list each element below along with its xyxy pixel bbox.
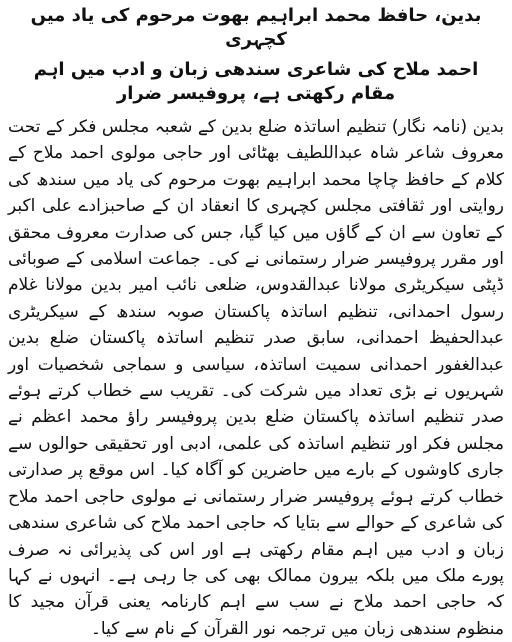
article-body: بدین (نامہ نگار) تنظیم اساتذہ ضلع بدین کے شعبہ مجلس فکر کے تحت معروف شاعر شاہ عبداللطیف بھٹائی اور حاجی مولوی احمد ملاح کے کلام کے حافظ چاچا محمد ابراہیم بھوت مرحوم کی یاد میں سندھ کی روایتی اور ثقافتی مجلس کچہری کا انعقاد ان کے صاحبزادے علی اکبر کے تعاون سے ان کے گاؤں میں کیا گیا، جس کی صدارت معروف محقق اور مقرر پروفیسر ضرار رستمانی نے کی۔ جماعت اسلامی کے صوبائی ڈپٹی سیکریٹری مولانا عبدالقدوس، ضلعی نائب امیر بدین مولانا غلام رسول احمدانی، تنظیم اساتذہ پاکستان صوبہ سندھ کے سیکریٹری عبدالحفیظ احمدانی، سابق صدر تنظیم اساتذہ پاکستان ضلع بدین عبدالغفور احمدانی سمیت اساتذہ، سیاسی و سماجی شخصیات اور شہریوں نے بڑی تعداد میں شرکت کی۔ تقریب سے خطاب کرتے ہوئے صدر تنظیم اساتذہ پاکستان ضلع بدین پروفیسر راؤ محمد اعظم نے مجلس فکر اور تنظیم اساتذہ کی علمی، ادبی اور تحقیقی حوالوں سے جاری کاوشوں کے بارے میں حاضرین کو آگاہ کیا۔ اس موقع پر صدارتی خطاب کرتے ہوئے پروفیسر ضرار رستمانی نے مولوی حاجی احمد ملاح کی شاعری کے حوالے سے بتایا کہ حاجی احمد ملاح کی شاعری سندھی زبان و ادب میں اہم مقام رکھتی ہے اور اس کی پذیرائی نہ صرف پورے ملک میں بلکہ بیرون ممالک بھی کی جا رہی ہے۔ انہوں نے کہا کہ حاجی احمد ملاح نے سب سے اہم کارنامہ یعنی قرآن مجید کا منظوم سندھی زبان میں ترجمہ نور القرآن کے نام سے کیا۔ <box>8 117 504 639</box>
article-subheadline: احمد ملاح کی شاعری سندھی زبان و ادب میں اہم مقام رکھتی ہے، پروفیسر ضرار <box>33 59 479 104</box>
article-headline: بدین، حافظ محمد ابراہیم بھوت مرحوم کی یاد میں کچہری <box>30 5 482 50</box>
